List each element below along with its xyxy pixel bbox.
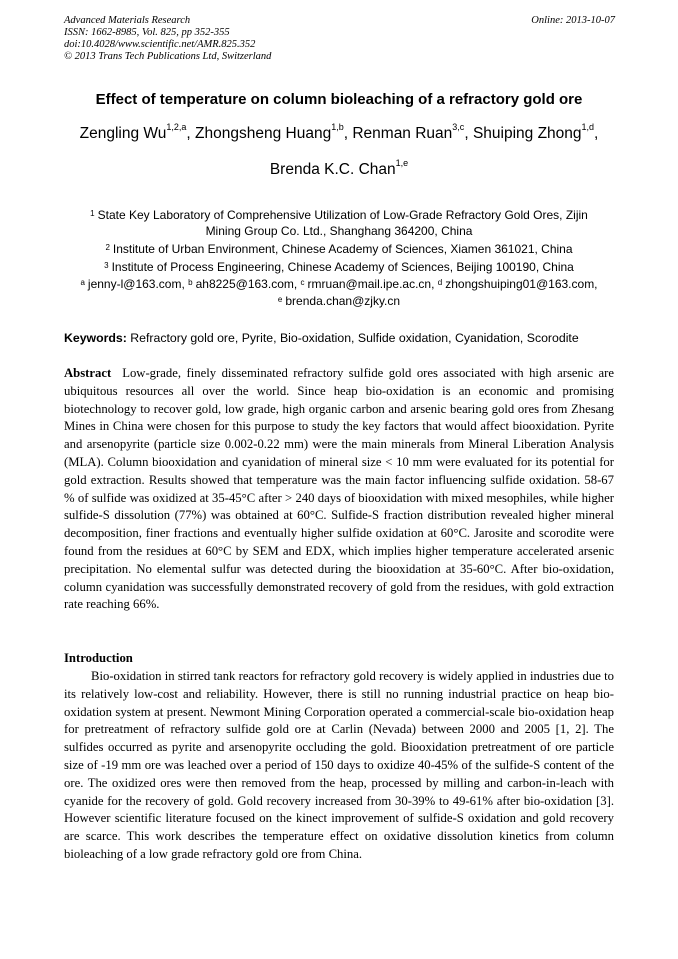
journal-copyright: © 2013 Trans Tech Publications Ltd, Switzerland [64,51,272,62]
email-mark: a [80,278,85,287]
email-mark: b [188,278,193,287]
introduction-text: Bio-oxidation in stirred tank reactors for refractory gold recovery is widely applied in industries due to its relatively low-cost and reliability. However, there is still no running industrial practice on heap bio-oxidation system at present. Newmont Mining Corporation operated a commercial-scale bio-oxidation heap for pretreatment of refractory sulfide gold ore at Carlin (Nevada) between 2000 and 2005 [1, 2]. The sulfides occurred as pyrite and arsenopyrite occluding the gold. Biooxidation pretreatment of ore particle size of -19 mm ore was leached over a period of 150 days to oxidize 40-45% of the sulfide-S content of the ore. The oxidized ores were then removed from the heap, processed by milling and carbon-in-leach with cyanide for the recovery of gold. Gold recovery increased from 30-39% to 49-61% after bio-oxidation [3]. However scientific literature focused on the kinect improvement of sulfide-S oxidation and gold recovery are scarce. This work describes the temperature effect on oxidative dissolution kinetics from column bioleaching of a low grade refractory gold ore from China. [64,669,614,861]
abstract-text: Low-grade, finely disseminated refractory sulfide gold ores associated with high arsenic are ubiquitous resources all over the world. Since heap bio-oxidation is an economic and promising biotechnology to recover gold, low grade, high organic carbon and arsenic bearing gold ores from Zhesang Mines in China were chosen for this purpose to study the key factors that would affect biooxidation. Pyrite and arsenopyrite (particle size 0.002-0.22 mm) were the main minerals from Mineral Liberation Analysis (MLA). Column biooxidation and cyanidation of mineral size < 10 mm were evaluated for its potential for gold extraction. Results showed that temperature was the main factor influencing sulfide oxidation. 58-67 % of sulfide was oxidized at 35-45°C after > 240 days of biooxidation with mixed mesophiles, while higher sulfide-S dissolution (77%) was obtained at 60°C. Sulfide-S fraction distribution revealed higher mineral decomposition, finer fractions and eventually higher sulfide oxidation at 60°C. Jarosite and scorodite were found from the residues at 60°C by SEM and EDX, which implies higher temperature accelerated arsenic precipitation. No elemental sulfur was detected during the biooxidation at 35-60°C. After bio-oxidation, column cyanidation was successfully demonstrated recovery of gold from the residues, with gold extraction rate reaching 66%. [64,366,615,612]
abstract-label: Abstract [64,366,112,380]
email-link[interactable]: jenny-l@163.com, [87,277,185,291]
journal-header [64,15,271,63]
journal-name: Advanced Materials Research [64,15,191,26]
affiliation-3 [0,260,678,275]
affiliation-text: Institute of Urban Environment, Chinese Academy of Sciences, Xiamen 361021, China [112,242,573,256]
keywords-text: Refractory gold ore, Pyrite, Bio-oxidation, Sulfide oxidation, Cyanidation, Scorodite [130,331,579,345]
author-line-1 [0,122,678,143]
affiliation-text: Institute of Process Engineering, Chinese Academy of Sciences, Beijing 100190, China [111,260,574,274]
author-name: Zhongsheng Huang [195,125,332,142]
author-separator: , [464,125,473,142]
journal-issn: ISSN: 1662-8985, Vol. 825, pp 352-355 [64,27,230,38]
affiliation-text: Mining Group Co. Ltd., Shanghang 364200, China [205,224,473,238]
author-separator: , [186,125,196,142]
email-link[interactable]: ah8225@163.com, [195,277,298,291]
email-link[interactable]: brenda.chan@zjky.cn [285,294,401,308]
email-link[interactable]: rmruan@mail.ipe.ac.cn, [307,277,435,291]
author-affil-mark: 1,e [395,158,409,168]
email-mark: e [277,295,283,304]
paper-title: Effect of temperature on column bioleaching of a refractory gold ore [95,91,583,108]
email-line-1 [0,277,678,292]
author-separator: , [594,125,599,142]
affiliation-1-cont [0,224,678,239]
author-affil-mark: 1,b [331,122,344,132]
keywords [64,331,579,345]
email-mark: d [437,278,443,287]
author-separator: , [343,125,353,142]
author-name: Brenda K.C. Chan [269,161,396,178]
author-line-2 [0,158,678,179]
abstract [64,365,614,614]
affiliation-number: 3 [104,261,109,270]
online-date: Online: 2013-10-07 [531,15,615,26]
author-affil-mark: 1,d [581,122,595,132]
email-line-2 [0,294,678,309]
affiliation-2 [0,242,678,257]
author-name: Renman Ruan [352,125,453,142]
author-name: Zengling Wu [79,125,167,142]
affiliation-1 [0,208,678,223]
affiliation-number: 1 [90,209,95,218]
affiliation-number: 2 [105,243,110,252]
journal-doi: doi:10.4028/www.scientific.net/AMR.825.352 [64,39,256,50]
keywords-label: Keywords: [64,331,127,345]
affiliation-text: State Key Laboratory of Comprehensive Utilization of Low-Grade Refractory Gold Ores, Zijin [97,208,588,222]
email-mark: c [300,278,305,287]
introduction-heading: Introduction [64,651,133,665]
author-name: Shuiping Zhong [472,125,582,142]
email-link[interactable]: zhongshuiping01@163.com, [445,277,598,291]
author-affil-mark: 1,2,a [166,122,187,132]
author-affil-mark: 3,c [452,122,465,132]
